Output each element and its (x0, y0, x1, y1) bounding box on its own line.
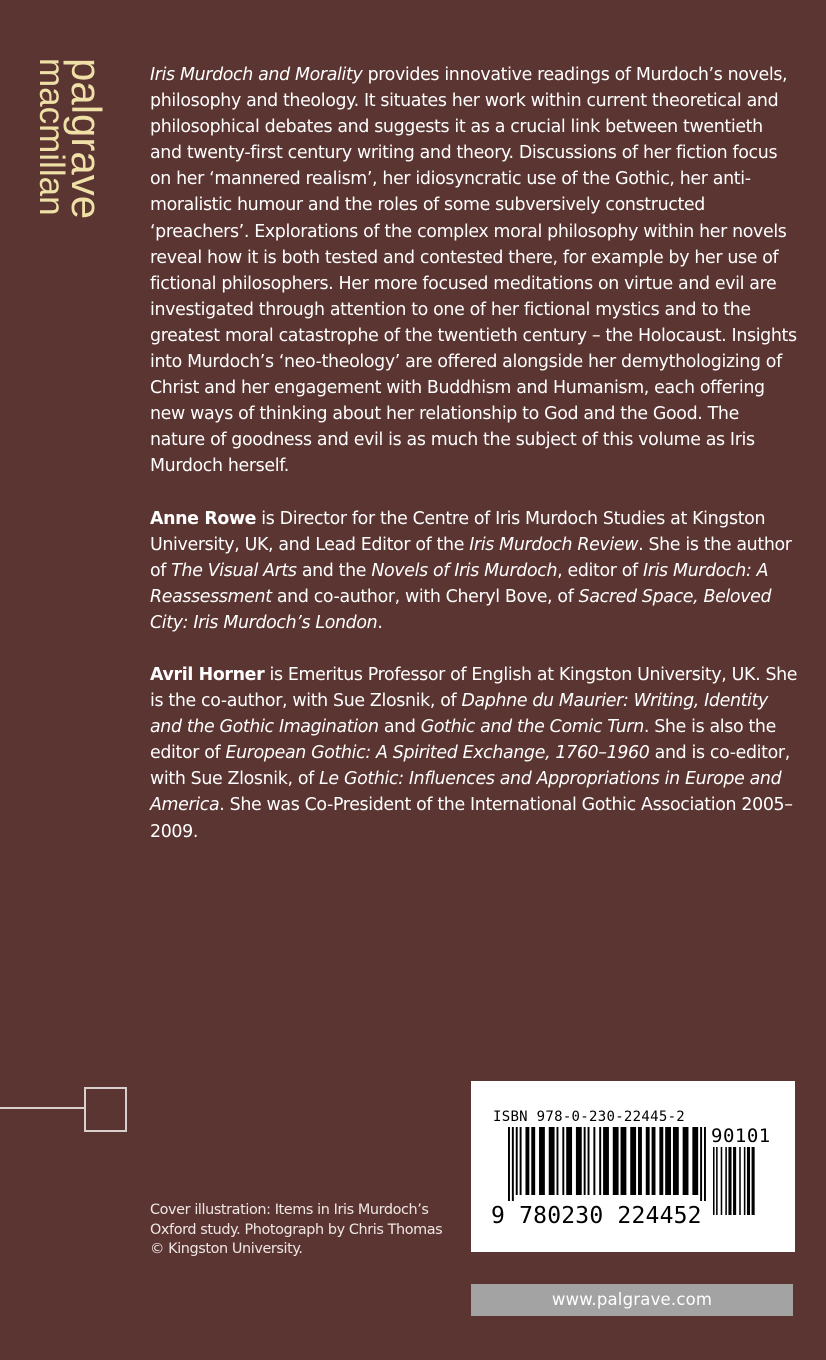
barcode-bar (562, 1127, 564, 1195)
barcode-bar (630, 1127, 636, 1195)
barcode-bar (638, 1127, 642, 1195)
text-run: Anne Rowe (150, 508, 257, 529)
text-run: Sacred Space, Beloved City: Iris Murdoch’s London (150, 586, 772, 633)
barcode-bar (603, 1127, 609, 1195)
addon-barcode (713, 1147, 769, 1217)
credit-line: Cover illustration: Items in Iris Murdoch’s (150, 1202, 429, 1218)
barcode-bar (557, 1127, 559, 1195)
barcode-bar (700, 1127, 702, 1201)
barcode-bar (744, 1147, 746, 1215)
barcode-bar (593, 1127, 595, 1195)
text-run: Daphne du Maurier: Writing, Identity and the Gothic Imagination (150, 691, 768, 738)
ean-barcode (508, 1127, 708, 1203)
barcode-bar (747, 1147, 750, 1215)
publisher-imprint: macmillan (32, 58, 71, 216)
publisher-name: palgrave (63, 58, 110, 220)
barcode-bar (739, 1147, 741, 1215)
text-run: , editor of (557, 560, 643, 581)
decorative-square (84, 1087, 127, 1132)
book-description (150, 62, 798, 480)
text-run: Iris Murdoch: A Reassessment (150, 560, 769, 607)
barcode-bar (520, 1127, 522, 1195)
barcode-bar (752, 1147, 755, 1215)
barcode-bar (659, 1127, 663, 1195)
barcode-bar (704, 1127, 706, 1201)
barcode-bar (646, 1127, 650, 1195)
barcode-bar (692, 1127, 698, 1195)
ean-number: 9 780230 224452 (491, 1203, 702, 1229)
text-run: Iris Murdoch Review (469, 534, 639, 555)
addon-number: 90101 (711, 1125, 771, 1147)
barcode-bar (665, 1127, 671, 1195)
text-run: The Visual Arts (171, 560, 297, 581)
text-run: and is co-editor, with Sue Zlosnik, of (150, 743, 790, 790)
barcode-bar (652, 1127, 656, 1195)
barcode-bar (508, 1127, 510, 1201)
text-run: . She was Co-President of the International Gothic Association 2005–2009. (150, 795, 793, 842)
text-run: Le Gothic: Influences and Appropriations in Europe and America (150, 769, 782, 816)
publisher-website[interactable]: www.palgrave.com (471, 1284, 793, 1316)
barcode-bar (599, 1127, 601, 1195)
text-run: . She is the author of (150, 534, 792, 581)
text-run: Avril Horner (150, 664, 265, 685)
isbn-label: ISBN 978-0-230-22445-2 (493, 1109, 686, 1125)
barcode-bar (716, 1147, 718, 1215)
text-run: . She is also the editor of (150, 717, 776, 764)
text-run: and co-author, with Cheryl Bove, of (271, 586, 579, 607)
barcode-bar (683, 1127, 689, 1195)
barcode-bar (549, 1127, 555, 1195)
barcode-bar (576, 1127, 582, 1195)
text-run: is Director for the Centre of Iris Murdoch Studies at Kingston University, UK, and Lead Editor of the (150, 508, 766, 555)
barcode-bar (525, 1127, 529, 1195)
barcode-bar (584, 1127, 586, 1195)
barcode-bar (539, 1127, 545, 1195)
author-bio-anne-rowe (150, 506, 798, 636)
barcode-bar (516, 1127, 518, 1195)
barcode-bar (728, 1147, 731, 1215)
cover-credit (150, 1201, 460, 1260)
barcode-bar (531, 1127, 535, 1195)
barcode-bar (673, 1127, 679, 1195)
text-run: European Gothic: A Spirited Exchange, 1760–1960 (225, 743, 650, 764)
text-run: Novels of Iris Murdoch (371, 560, 558, 581)
barcode-bar (725, 1147, 727, 1215)
credit-line: © Kingston University. (150, 1241, 303, 1257)
text-run: and (378, 717, 421, 738)
barcode-bar (588, 1127, 590, 1195)
barcode-bar (621, 1127, 627, 1195)
publisher-logo (32, 58, 124, 258)
back-cover-blurb (150, 62, 798, 871)
barcode-bar (613, 1127, 619, 1195)
barcode-bar (733, 1147, 736, 1215)
text-run: provides innovative readings of Murdoch’s novels, philosophy and theology. It situates her work within current theoretical and philosophical debates and suggests it as a crucial link between twentieth and twenty-first century writing and theory. Discussions of her fiction focus on her ‘mannered realism’, her idiosyncratic use of the Gothic, her anti-moralistic humour and the roles of some subversively constructed ‘preachers’. Explorations of the complex moral philosophy within her novels reveal how it is both tested and contested there, for example by her use of fictional philosophers. Her more focused meditations on virtue and evil are investigated through attention to one of her fictional mystics and to the greatest moral catastrophe of the twentieth century – the Holocaust. Insights into Murdoch’s ‘neo-theology’ are offered alongside her demythologizing of Christ and her engagement with Buddhism and Humanism, each offering new ways of thinking about her relationship to God and the Good. The nature of goodness and evil is as much the subject of this volume as Iris Murdoch herself. (150, 65, 797, 477)
barcode-bar (512, 1127, 514, 1201)
barcode-panel (471, 1081, 795, 1252)
barcode-bar (713, 1147, 715, 1215)
barcode-bar (566, 1127, 572, 1195)
credit-line: Oxford study. Photograph by Chris Thomas (150, 1221, 443, 1238)
text-run: is Emeritus Professor of English at Kingston University, UK. She is the co-author, with Sue Zlosnik, of (150, 664, 798, 712)
text-run: Iris Murdoch and Morality (150, 65, 363, 85)
text-run: . (377, 612, 383, 633)
text-run: and the (296, 560, 372, 581)
barcode-bar (721, 1147, 723, 1215)
text-run: Gothic and the Comic Turn (420, 717, 644, 738)
decorative-line (0, 1107, 86, 1109)
author-bio-avril-horner (150, 662, 798, 845)
